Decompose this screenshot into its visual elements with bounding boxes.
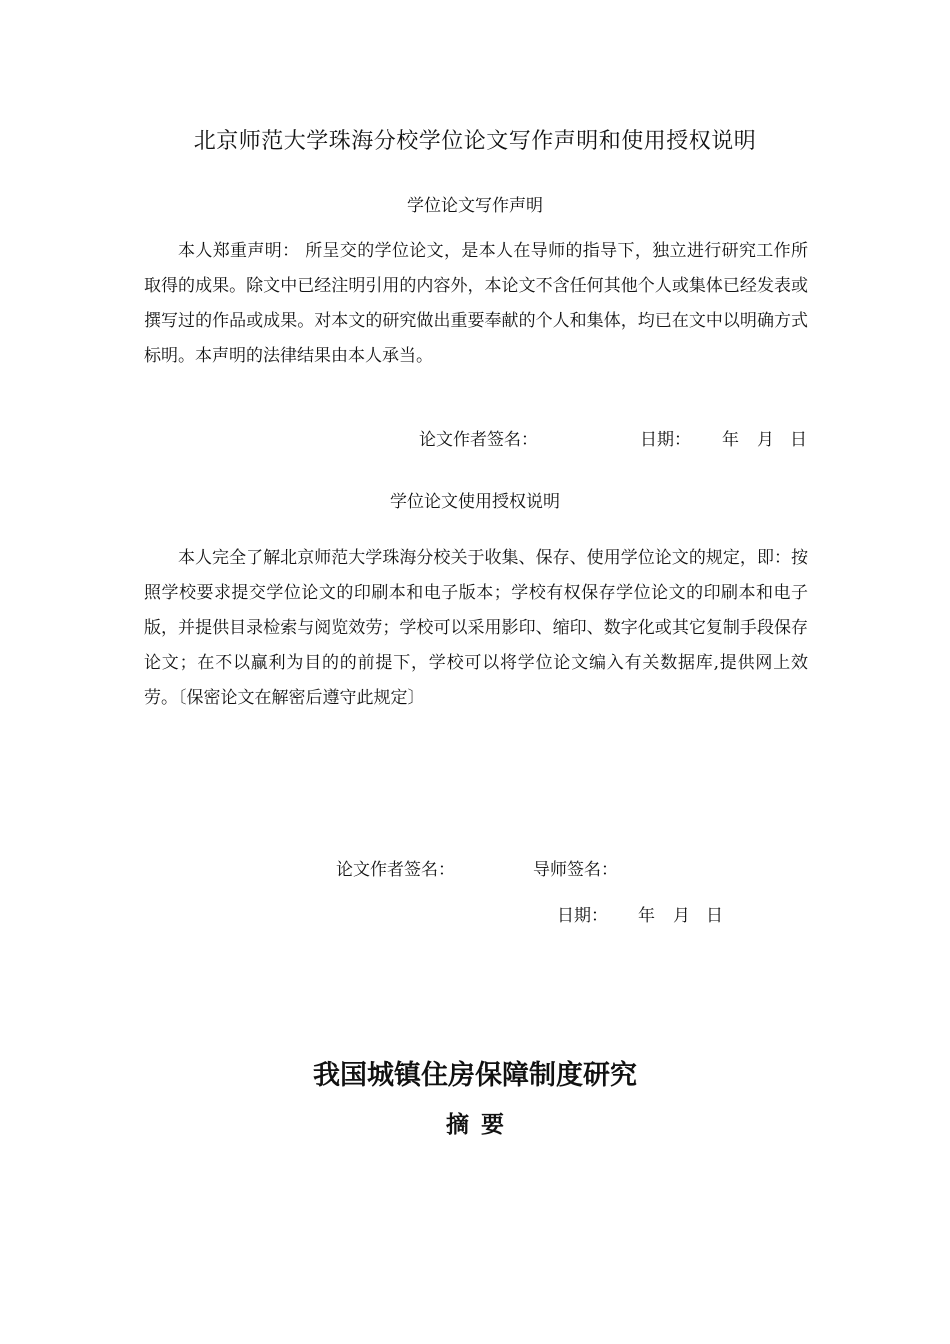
thesis-title: 我国城镇住房保障制度研究 (313, 1060, 637, 1091)
authorization-month-label: 月 (673, 906, 690, 926)
declaration-heading: 学位论文写作声明 (407, 196, 543, 216)
declaration-month-label: 月 (757, 430, 774, 450)
declaration-year-label: 年 (722, 430, 739, 450)
document-title: 北京师范大学珠海分校学位论文写作声明和使用授权说明 (193, 129, 757, 154)
authorization-author-signature-label: 论文作者签名： (336, 860, 455, 880)
declaration-body (144, 234, 808, 374)
declaration-author-signature-label: 论文作者签名： (419, 430, 538, 450)
declaration-date-label: 日期： (640, 430, 691, 450)
declaration-paragraph: 本人郑重声明： 所呈交的学位论文，是本人在导师的指导下，独立进行研究工作所取得的成果。除文中已经注明引用的内容外，本论文不含任何其他个人或集体已经发表或撰写过的作品或成果。对本文的研究做出重要奉献的个人和集体，均已在文中以明确方式标明。本声明的法律结果由本人承当。 (144, 241, 808, 366)
authorization-body (144, 541, 808, 716)
authorization-heading: 学位论文使用授权说明 (390, 492, 560, 512)
declaration-day-label: 日 (790, 430, 807, 450)
abstract-heading: 摘要 (446, 1112, 516, 1138)
authorization-day-label: 日 (706, 906, 723, 926)
authorization-paragraph: 本人完全了解北京师范大学珠海分校关于收集、保存、使用学位论文的规定，即：按照学校要求提交学位论文的印刷本和电子版本；学校有权保存学位论文的印刷本和电子版，并提供目录检索与阅览效劳；学校可以采用影印、缩印、数字化或其它复制手段保存论文；在不以赢利为目的的前提下，学校可以将学位论文编入有关数据库,提供网上效劳。〔保密论文在解密后遵守此规定〕 (144, 548, 808, 708)
authorization-year-label: 年 (638, 906, 655, 926)
authorization-date-label: 日期： (557, 906, 608, 926)
authorization-advisor-signature-label: 导师签名： (533, 860, 618, 880)
